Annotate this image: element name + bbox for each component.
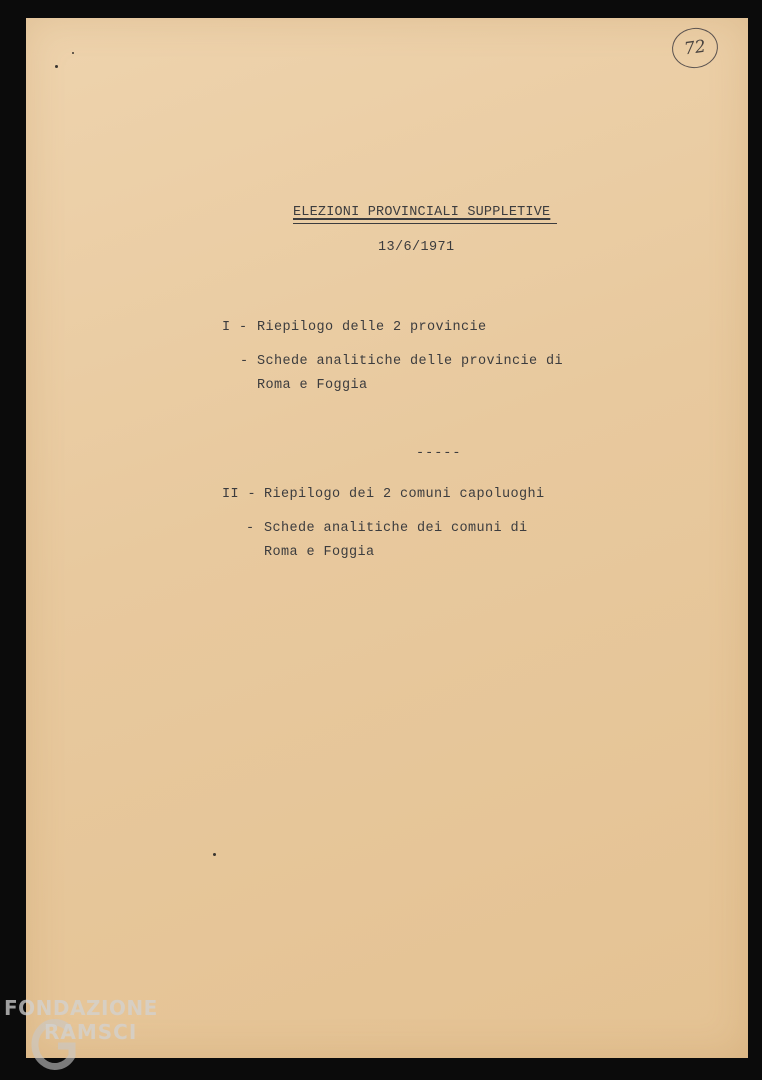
document-page: [26, 18, 748, 1058]
section-1-item-text-continued: Roma e Foggia: [257, 378, 368, 393]
title-underline: [293, 223, 557, 224]
paper-speck: [72, 52, 74, 54]
section-2-item-text-continued: Roma e Foggia: [264, 545, 375, 560]
section-1-item-text: Schede analitiche delle provincie di: [257, 354, 564, 369]
watermark-line-2: RAMSCI: [44, 1020, 138, 1044]
section-2-summary: Riepilogo dei 2 comuni capoluoghi: [264, 487, 545, 502]
section-1-item-dash: -: [240, 354, 249, 369]
section-2-item-dash: -: [246, 521, 255, 536]
document-date: 13/6/1971: [378, 240, 455, 255]
section-separator: -----: [416, 446, 462, 461]
section-1-marker: I -: [222, 320, 248, 335]
page-number: 72: [682, 36, 708, 60]
paper-speck: [55, 65, 58, 68]
section-1-summary: Riepilogo delle 2 provincie: [257, 320, 487, 335]
section-2-marker: II -: [222, 487, 257, 502]
paper-speck: [213, 853, 216, 856]
document-title: ELEZIONI PROVINCIALI SUPPLETIVE: [293, 205, 551, 220]
archive-watermark: [4, 996, 158, 1044]
section-2-item-text: Schede analitiche dei comuni di: [264, 521, 528, 536]
watermark-line-1: FONDAZIONE: [4, 996, 158, 1020]
